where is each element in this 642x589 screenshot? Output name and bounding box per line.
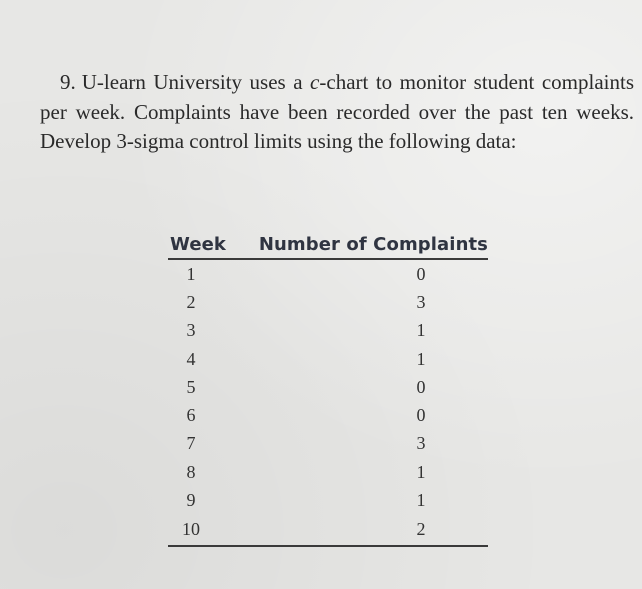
problem-italic-term: c (310, 70, 320, 94)
complaints-column-header: Number of Complaints (250, 228, 488, 259)
table-row (168, 515, 488, 546)
table-row (168, 288, 488, 316)
problem-text-after: -chart to monitor student complaints per week. Complaints have been recorded over the past ten weeks. Develop 3-sigma control limits using the following data: (40, 70, 634, 153)
problem-paragraph (40, 68, 634, 157)
week-cell: 4 (186, 348, 196, 369)
table-row (168, 373, 488, 401)
table-row (168, 486, 488, 514)
complaints-cell: 1 (416, 461, 426, 482)
complaints-cell: 0 (416, 376, 426, 397)
week-cell: 2 (186, 291, 196, 312)
week-cell: 8 (186, 461, 196, 482)
week-cell: 7 (186, 433, 196, 454)
week-cell: 5 (186, 376, 196, 397)
complaints-cell: 1 (416, 490, 426, 511)
table-row (168, 259, 488, 288)
complaints-cell: 3 (416, 291, 426, 312)
problem-text-before: U-learn University uses a (81, 70, 311, 94)
table-row (168, 317, 488, 345)
table-row (168, 430, 488, 458)
complaints-cell: 1 (416, 320, 426, 341)
week-cell: 6 (186, 405, 196, 426)
complaints-cell: 0 (416, 405, 426, 426)
table-row (168, 345, 488, 373)
table-row (168, 401, 488, 429)
complaints-cell: 2 (250, 515, 488, 546)
week-cell: 10 (168, 515, 250, 546)
week-cell: 1 (186, 263, 196, 284)
problem-statement (40, 68, 634, 157)
week-cell: 9 (186, 490, 196, 511)
week-cell: 3 (186, 320, 196, 341)
complaints-cell: 0 (416, 263, 426, 284)
problem-number: 9. (60, 70, 76, 94)
complaints-table (168, 228, 488, 547)
complaints-cell: 1 (416, 348, 426, 369)
table-row (168, 458, 488, 486)
complaints-cell: 3 (416, 433, 426, 454)
week-column-header: Week (168, 228, 250, 259)
table-header-row (168, 228, 488, 259)
